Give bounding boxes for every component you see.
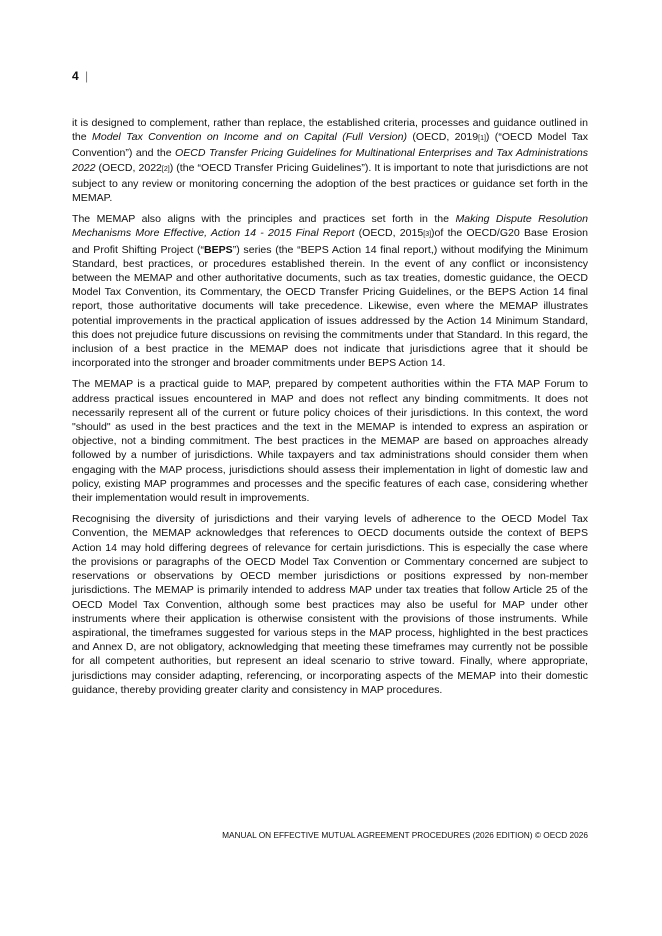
text-run: it is designed to complement, rather than replace, the established criteria, processes and guidance outlined in the xyxy=(72,117,588,144)
reference-marker: [3] xyxy=(423,231,432,239)
paragraph-4 xyxy=(72,512,588,697)
text-run: (OECD, 2015 xyxy=(354,227,424,240)
bold-term: BEPS xyxy=(203,243,233,256)
page-footer: MANUAL ON EFFECTIVE MUTUAL AGREEMENT PROCEDURES (2026 EDITION) © OECD 2026 xyxy=(222,830,588,840)
header-separator: | xyxy=(85,69,89,83)
text-run: ”) series (the “BEPS Action 14 final report,) without modifying the Minimum Standard, best practices, or procedures established therein. In the event of any conflict or inconsistency between the MEMAP and other authoritative documents, such as tax treaties, domestic guidance, the OECD Model Tax Convention, its Commentary, the OECD Transfer Pricing Guidelines, or the BEPS Action 14 final report, those authoritative documents will take precedence. Likewise, even where the MEMAP illustrates potential improvements in the practical application of issues addressed by the Action 14 Minimum Standard, this does not prejudice future discussions on revising the commitments under that Standard. In this regard, the inclusion of a best practice in the MEMAP does not indicate that jurisdictions agree that it should be incorporated into the stronger and broader commitments under BEPS Action 14. xyxy=(72,243,589,370)
paragraph-1 xyxy=(72,116,588,205)
text-run: The MEMAP is a practical guide to MAP, prepared by competent authorities within the FTA MAP Forum to address practical issues encountered in MAP and does not reflect any binding commitments. It does not necessarily represent all of the current or future policy choices of their jurisdictions. In this context, the word "should" as used in the best practices and the text in the MEMAP is intended to express an aspiration or objective, not a binding commitment. The best practices in the MEMAP are based on approaches already followed by a number of jurisdictions. While taxpayers and tax administrations should consider them when engaging with the MAP process, jurisdictions should assess their implementation in light of domestic law and policy, existing MAP programmes and processes and the specific features of each case, considering whether their implementation would result in improvements. xyxy=(72,378,588,505)
text-run: (OECD, 2022 xyxy=(95,161,162,174)
italic-title: Making Dispute Resolution Mechanisms More Effective, Action 14 - 2015 Final Report xyxy=(72,213,588,240)
page-number: 4 xyxy=(72,69,79,83)
italic-title: Model Tax Convention on Income and on Capital (Full Version) xyxy=(92,131,407,144)
body-text xyxy=(72,116,588,704)
text-run: The MEMAP also aligns with the principles and practices set forth in the xyxy=(72,213,456,226)
paragraph-3 xyxy=(72,377,588,505)
reference-marker: [1] xyxy=(478,135,486,143)
text-run: (OECD, 2019 xyxy=(406,131,479,144)
page-header xyxy=(72,69,88,83)
italic-title: OECD Transfer Pricing Guidelines for Multinational Enterprises and Tax Administrations 2022 xyxy=(72,147,588,174)
text-run: ) (the “OECD Transfer Pricing Guidelines”). It is important to note that jurisdictions are not subject to any review or monitoring concerning the adoption of the best practices or guidance set forth in the MEMAP. xyxy=(72,161,588,205)
paragraph-2 xyxy=(72,212,588,370)
text-run: Recognising the diversity of jurisdictions and their varying levels of adherence to the OECD Model Tax Convention, the MEMAP acknowledges that references to OECD documents outside the context of BEPS Action 14 may hold differing degrees of relevance for certain jurisdictions. This is especially the case where the provisions or paragraphs of the OECD Model Tax Convention or Commentary concerned are subject to reservations or observations by OECD member jurisdictions or positions expressed by non-member jurisdictions. The MEMAP is primarily intended to address MAP under tax treaties that follow Article 25 of the OECD Model Tax Convention, although some best practices may also be useful for MAP under other instruments where their application is otherwise consistent with the provisions of those instruments. While aspirational, the timeframes suggested for various steps in the MAP process, highlighted in the best practices and Annex D, are not obligatory, acknowledging that meeting these timeframes may currently not be possible for all competent authorities, but represent an ideal scenario to strive toward. Finally, where appropriate, jurisdictions may consider adapting, referencing, or incorporating aspects of the MEMAP into their domestic guidance, thereby providing greater clarity and consistency in MAP procedures. xyxy=(72,513,588,696)
text-run: ) (“OECD Model Tax Convention”) and the xyxy=(72,131,589,160)
reference-marker: [2] xyxy=(161,165,170,173)
text-run: )of the OECD/G20 Base Erosion and Profit Shifting Project (“ xyxy=(72,227,588,256)
